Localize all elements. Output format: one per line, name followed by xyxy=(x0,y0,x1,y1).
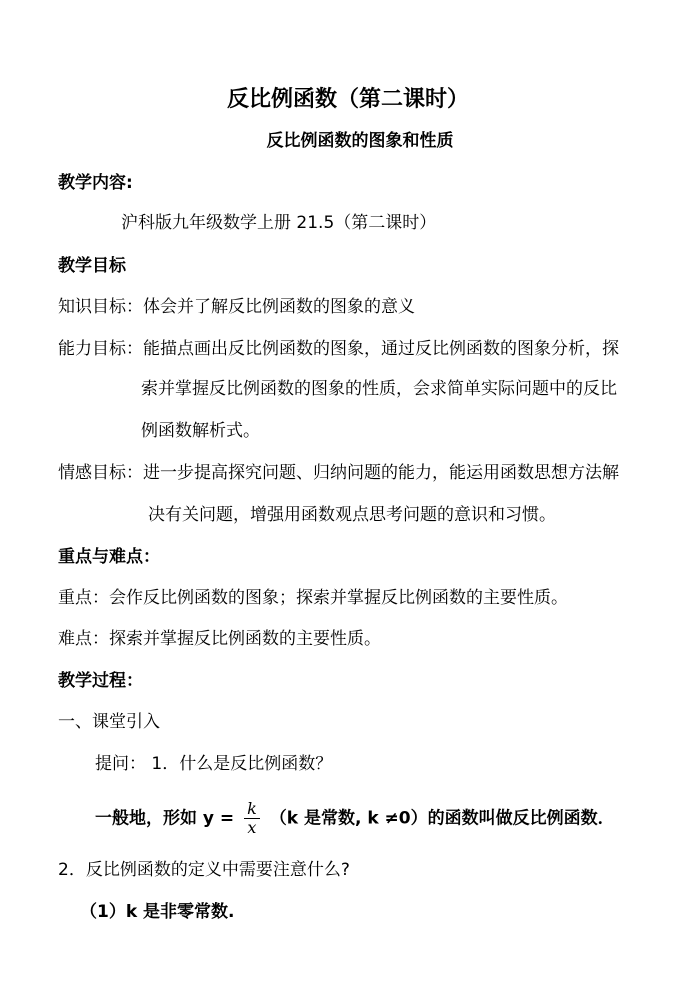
fraction-denominator: x xyxy=(247,818,257,837)
question-2: 2．反比例函数的定义中需要注意什么? xyxy=(58,860,350,880)
emotion-goal-line-1: 情感目标：进一步提高探究问题、归纳问题的能力，能运用函数思想方法解 xyxy=(58,463,619,483)
ability-goal-line-2: 索并掌握反比例函数的图象的性质，会求简单实际问题中的反比 xyxy=(141,379,617,399)
difficult-point: 难点：探索并掌握反比例函数的主要性质。 xyxy=(58,629,381,649)
ability-goal-line-3: 例函数解析式。 xyxy=(141,421,260,441)
teaching-content-heading: 教学内容: xyxy=(58,173,133,193)
section-intro: 一、课堂引入 xyxy=(58,712,160,732)
question-1: 提问： 1．什么是反比例函数？ xyxy=(95,754,333,774)
key-points-heading: 重点与难点： xyxy=(58,547,160,567)
teaching-goals-heading: 教学目标 xyxy=(58,256,126,276)
ability-goal-line-1: 能力目标：能描点画出反比例函数的图象，通过反比例函数的图象分析，探 xyxy=(58,339,619,359)
answer-1: （1）k 是非零常数. xyxy=(80,902,235,922)
emotion-goal-line-2: 决有关问题，增强用函数观点思考问题的意识和习惯。 xyxy=(148,505,556,525)
document-subtitle: 反比例函数的图象和性质 xyxy=(266,131,454,151)
teaching-content-text: 沪科版九年级数学上册 21.5（第二课时） xyxy=(121,213,437,233)
definition-line xyxy=(95,800,615,837)
fraction-k-over-x xyxy=(244,800,260,837)
fraction-numerator: k xyxy=(244,800,260,819)
key-point: 重点：会作反比例函数的图象；探索并掌握反比例函数的主要性质。 xyxy=(58,588,568,608)
knowledge-goal: 知识目标：体会并了解反比例函数的图象的意义 xyxy=(58,297,415,317)
document-title: 反比例函数（第二课时） xyxy=(226,87,469,112)
definition-suffix: （k 是常数, k ≠0）的函数叫做反比例函数． xyxy=(269,808,615,829)
definition-prefix: 一般地，形如 y = xyxy=(95,808,235,829)
process-heading: 教学过程： xyxy=(58,671,143,691)
